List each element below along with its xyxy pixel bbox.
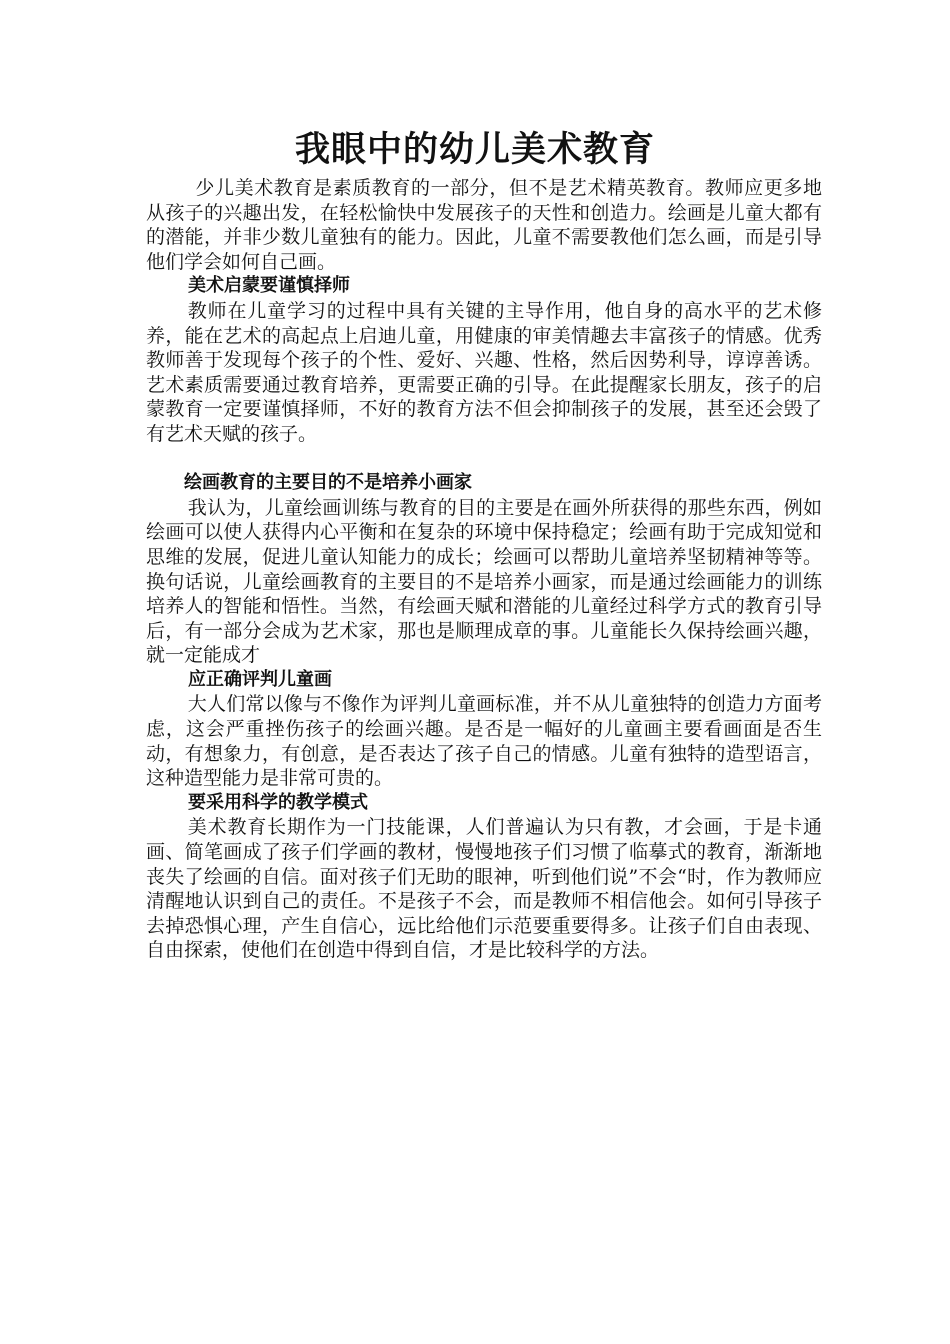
section-heading-teaching-mode: 要采用科学的教学模式 — [188, 791, 368, 813]
section-body-painting-purpose: 我认为，儿童绘画训练与教育的目的主要是在画外所获得的那些东西，例如绘画可以使人获得内心平衡和在复杂的环境中保持稳定；绘画有助于完成知觉和思维的发展，促进儿童认知能力的成长；绘画可以帮助儿童培养坚韧精神等等。换句话说，儿童绘画教育的主要目的不是培养小画家，而是通过绘画能力的训练培养人的智能和悟性。当然，有绘画天赋和潜能的儿童经过科学方式的教育引导后，有一部分会成为艺术家，那也是顺理成章的事。儿童能长久保持绘画兴趣，就一定能成才 — [146, 496, 822, 667]
intro-paragraph: 少儿美术教育是素质教育的一部分，但不是艺术精英教育。教师应更多地从孩子的兴趣出发，在轻松愉快中发展孩子的天性和创造力。绘画是儿童大都有的潜能，并非少数儿童独有的能力。因此，儿童不需要教他们怎么画，而是引导他们学会如何自己画。 — [146, 177, 822, 273]
section-heading-choose-teacher: 美术启蒙要谨慎择师 — [188, 275, 350, 297]
section-body-teaching-mode: 美术教育长期作为一门技能课，人们普遍认为只有教，才会画，于是卡通画、简笔画成了孩子们学画的教材，慢慢地孩子们习惯了临摹式的教育，渐渐地丧失了绘画的自信。面对孩子们无助的眼神，听到他们说”不会“时，作为教师应清醒地认识到自己的责任。不是孩子不会，而是教师不相信他会。如何引导孩子去掉恐惧心理，产生自信心，远比给他们示范要重要得多。让孩子们自由表现、自由探索，使他们在创造中得到自信，才是比较科学的方法。 — [146, 816, 822, 962]
section-body-judge-drawings: 大人们常以像与不像作为评判儿童画标准，并不从儿童独特的创造力方面考虑，这会严重挫伤孩子的绘画兴趣。是否是一幅好的儿童画主要看画面是否生动，有想象力，有创意，是否表达了孩子自己的情感。儿童有独特的造型语言，这种造型能力是非常可贵的。 — [146, 693, 822, 790]
document-body — [146, 176, 822, 963]
section-heading-judge-drawings: 应正确评判儿童画 — [188, 668, 332, 690]
section-heading-painting-purpose: 绘画教育的主要目的不是培养小画家 — [184, 472, 472, 494]
section-body-choose-teacher: 教师在儿童学习的过程中具有关键的主导作用，他自身的高水平的艺术修养，能在艺术的高起点上启迪儿童，用健康的审美情趣去丰富孩子的情感。优秀教师善于发现每个孩子的个性、爱好、兴趣、性格，然后因势利导，谆谆善诱。艺术素质需要通过教育培养，更需要正确的引导。在此提醒家长朋友，孩子的启蒙教育一定要谨慎择师，不好的教育方法不但会抑制孩子的发展，甚至还会毁了有艺术天赋的孩子。 — [146, 299, 822, 445]
document-title: 我眼中的幼儿美术教育 — [294, 130, 655, 170]
